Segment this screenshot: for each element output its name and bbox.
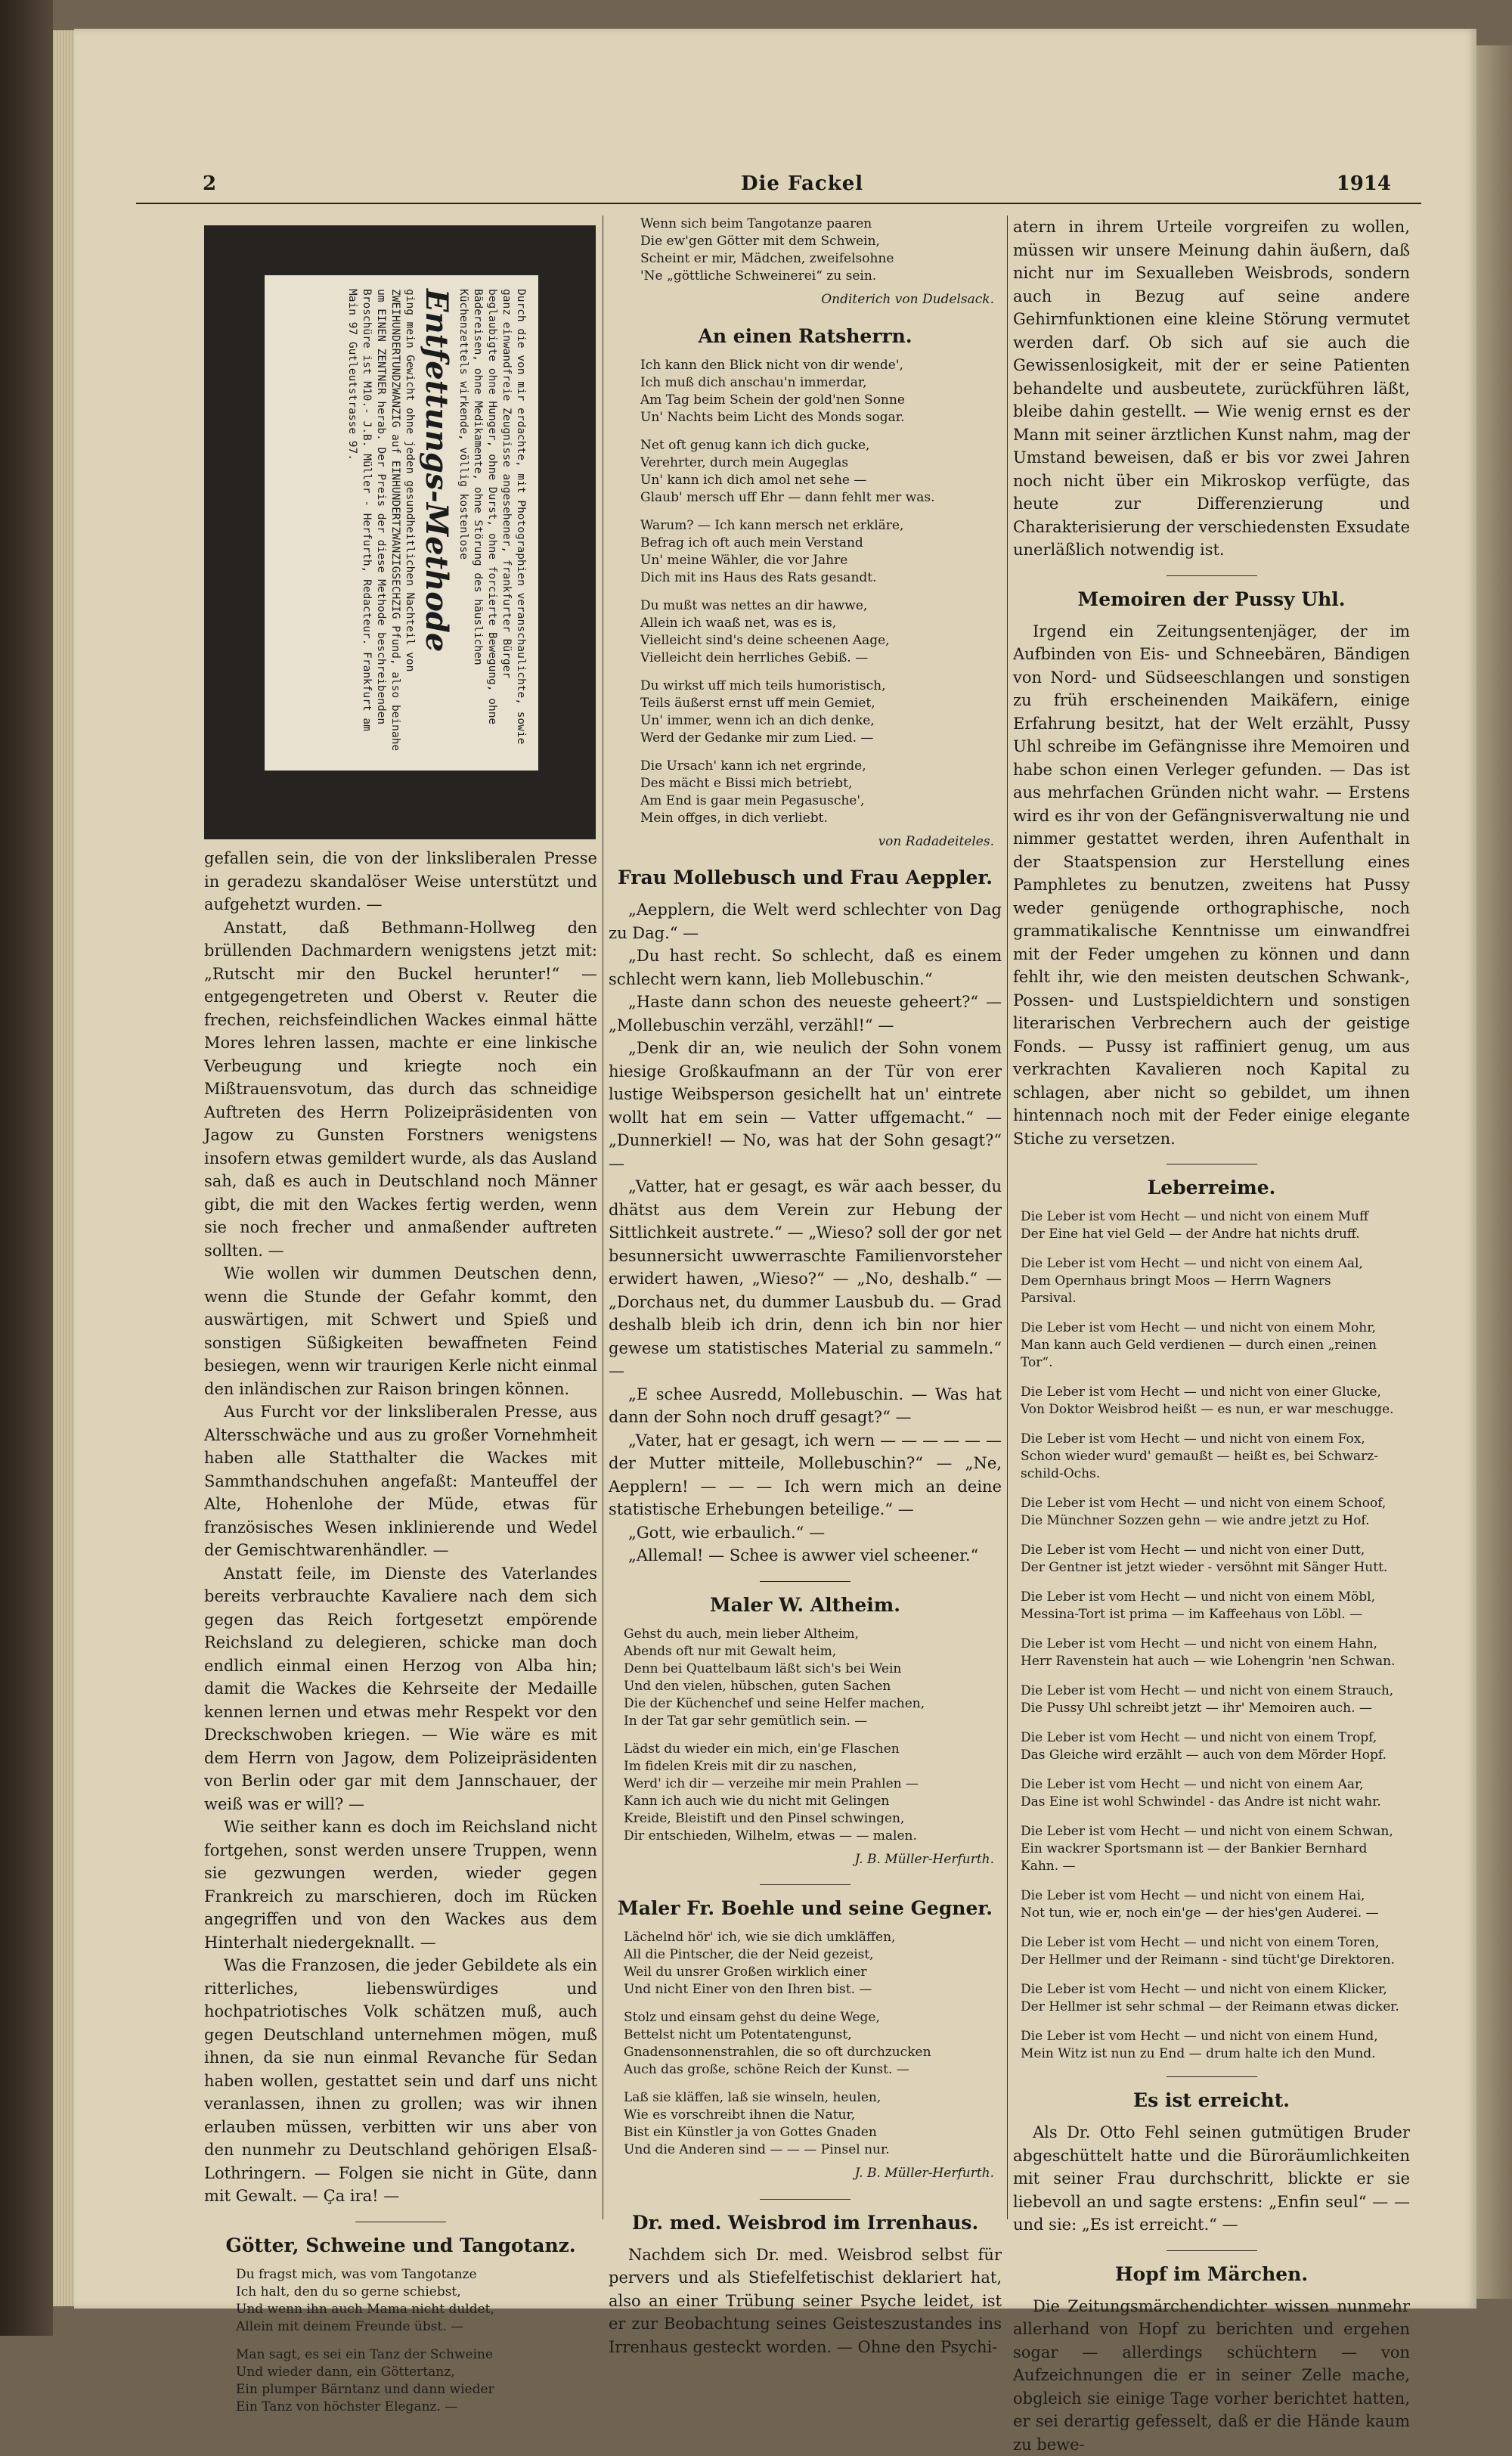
paragraph: Als Dr. Otto Fehl seinen gutmütigen Bruder abgeschüttelt hatte und die Büroräumlichkeiten mit seiner Frau durchschritt, blickte er sie liebevoll an und sagte erstens: „Enfin seul“ — — und sie: „Es ist erreicht.“ —	[1013, 2121, 1410, 2237]
section-divider	[760, 1581, 850, 1582]
rhyme-couplet: Die Leber ist vom Hecht — und nicht von einem Möbl, Messina-Tort ist prima — im Kaffeehaus von Löbl. —	[1021, 1589, 1410, 1623]
article-heading: Memoiren der Pussy Uhl.	[1013, 587, 1410, 612]
rhyme-couplet: Die Leber ist vom Hecht — und nicht von einem Hund, Mein Witz ist nun zu End — drum halte ich den Mund.	[1021, 2028, 1410, 2063]
poem-signature: J. B. Müller-Herfurth.	[609, 2162, 994, 2185]
rhyme-couplet: Die Leber ist vom Hecht — und nicht von einem Hai, Not tun, wie er, noch ein'ge — der hies'gen Auderei. —	[1021, 1887, 1410, 1922]
rhyme-couplet: Die Leber ist vom Hecht — und nicht von einem Fox, Schon wieder wurd' gemaußt — heißt es, bei Schwarz- schild-Ochs.	[1021, 1431, 1410, 1483]
paragraph: Wie wollen wir dummen Deutschen denn, wenn die Stunde der Gefahr kommt, den auswärtigen, mit Schwert und Spieß und sonstigen Süßigkeiten bewaffneten Feind besiegen, wenn wir traurigen Kerle nicht einmal den inländischen zur Raison bringen können.	[204, 1262, 597, 1400]
rhyme-couplet: Die Leber ist vom Hecht — und nicht von einem Schwan, Ein wackrer Sportsmann ist — der Bankier Bernhard Kahn. —	[1021, 1823, 1410, 1875]
dialog-line: „Haste dann schon des neueste geheert?“ — „Mollebuschin verzähl, verzähl!“ —	[609, 991, 1002, 1037]
advertisement-paper	[265, 275, 538, 771]
masthead-title: Die Fackel	[741, 172, 863, 195]
paragraph: atern in ihrem Urteile vorgreifen zu wollen, müssen wir unsere Meinung dahin äußern, daß nicht nur im Sexualleben Weisbrods, sondern auch in Bezug auf seine andere Gehirnfunktionen eine kleine Störung vermutet werden darf. Ob sich auf sie auch die Gewissenlosigkeit, mit der er seine Patienten behandelte und ausbeutete, zurückführen läßt, bleibe dahin gestellt. — Wie wenig ernst es der Mann mit seiner ärztlichen Kunst nahm, mag der Umstand beweisen, daß er bis vor zwei Jahren noch nicht über ein Mikroskop verfügte, das heute zur Differenzierung und Charakterisierung der verschiedensten Exsudate unerläßlich notwendig ist.	[1013, 216, 1410, 562]
dialog-line: „Vatter, hat er gesagt, es wär aach besser, du dhätst aus dem Verein zur Hebung der Sittlichkeit austrete.“ — „Wieso? soll der gor net besunnersicht uwwerraschte Familienvorsteher erwidert hawen, „Wieso?“ — „No, deshalb.“ — „Dorchaus net, du dummer Lausbub du. — Grad deshalb bleib ich drin, denn ich bin nor hier gewese um statistisches Material zu sammeln.“ —	[609, 1175, 1002, 1383]
article-heading: Frau Mollebusch und Frau Aeppler.	[609, 865, 1002, 891]
rhyme-couplet: Die Leber ist vom Hecht — und nicht von einem Aal, Dem Opernhaus bringt Moos — Herrn Wagners Parsival.	[1021, 1255, 1410, 1307]
rhyme-couplet: Die Leber ist vom Hecht — und nicht von einem Strauch, Die Pussy Uhl schreibt jetzt — ihr' Memoiren auch. —	[1021, 1682, 1410, 1717]
article-heading: Leberreime.	[1013, 1175, 1410, 1201]
ad-intro: Durch die von mir erdachte, mit Photographien veranschaulichte, sowie ganz einwandfreie Zeugnisse angesehener, frankfurter Bürger beglaubigte ohne Hunger, ohne Durst, ohne forcierte Bewegung, ohne Bädereisen, ohne Medikamente, ohne Störung des häuslichen Küchenzettels wirkende, völlig kostenlose	[456, 289, 528, 757]
paragraph: Anstatt, daß Bethmann-Hollweg den brüllenden Dachmardern wenigstens jetzt mit: „Rutscht mir den Buckel herunter!“ — entgegengetreten und Oberst v. Reuter die frechen, reichsfeindlichen Wackes einmal hätte Mores lehren lassen, machte er eine linkische Verbeugung und kriegte noch ein Mißtrauensvotum, das durch das schneidige Auftreten des Herrn Polizeipräsidenten von Jagow zu Gunsten Forstners wenigstens insofern etwas gemildert wurde, als das Ausland sah, daß es auch in Deutschland noch Männer gibt, die mit den Wackes fertig werden, wenn sie noch frecher und anmaßender auftreten sollten. —	[204, 916, 597, 1263]
header-year: 1914	[1337, 172, 1391, 195]
paragraph: Aus Furcht vor der linksliberalen Presse, aus Altersschwäche und aus zu großer Vornehmheit haben alle Statthalter die Wackes mit Sammthandschuhen angefaßt: Manteuffel der Alte, Hohenlohe der Müde, etwas für französisches Wesen inklinierende und Wedel der Gemischtwarenhändler. —	[204, 1400, 597, 1562]
rhyme-couplet: Die Leber ist vom Hecht — und nicht von einem Klicker, Der Hellmer ist sehr schmal — der Reimann etwas dicker.	[1021, 1981, 1410, 2016]
column-1	[204, 847, 597, 2223]
rhyme-couplet: Die Leber ist vom Hecht — und nicht von einem Aar, Das Eine ist wohl Schwindel - das Andre ist nicht wahr.	[1021, 1776, 1410, 1811]
dialog-line: „Du hast recht. So schlecht, daß es einem schlecht wern kann, lieb Mollebuschin.“	[609, 944, 1002, 991]
advertisement-box	[204, 225, 596, 839]
section-divider	[1167, 2250, 1257, 2251]
paragraph: Was die Franzosen, die jeder Gebildete als ein ritterliches, liebenswürdiges und hochpatriotisches Volk schätzen muß, auch gegen Deutschland unternehmen mögen, muß ihnen, da sie nun einmal Revanche für Sedan haben wollen, gestattet sein und darf uns nicht veranlassen, ihnen zu grollen; was wir ihnen erlauben müssen, verbitten wir uns aber von den nunmehr zu Deutschland gehörigen Elsaß-Lothringern. — Folgen sie nicht in Güte, dann mit Gewalt. — Ça ira! —	[204, 1954, 597, 2208]
poem-stanza: Wenn sich beim Tangotanze paaren Die ew'gen Götter mit dem Schwein, Scheint er mir, Mädchen, zweifelsohne 'Ne „göttliche Schweinerei“ zu sein.	[640, 216, 1002, 285]
book-spine	[0, 0, 53, 2336]
poem-stanza: Laß sie kläffen, laß sie winseln, heulen, Wie es vorschreibt ihnen die Natur, Bist ein Künstler ja von Gottes Gnaden Und die Anderen sind — — — Pinsel nur.	[624, 2089, 1002, 2159]
dialog-line: „Denk dir an, wie neulich der Sohn vonem hiesige Großkaufmann an der Tür von erer lustige Weibsperson gesichellt hat un' eintrete wollt hat em sein — Vatter uffgemacht.“ — „Dunnerkiel! — No, was hat der Sohn gesagt?“ —	[609, 1037, 1002, 1175]
rhyme-couplet: Die Leber ist vom Hecht — und nicht von einem Mohr, Man kann auch Geld verdienen — durch einen „reinen Tor“.	[1021, 1319, 1410, 1372]
poem-stanza: Gehst du auch, mein lieber Altheim, Abends oft nur mit Gewalt heim, Denn bei Quattelbaum läßt sich's bei Wein Und den vielen, hübschen, guten Sachen Die der Küchenchef und seine Helfer machen, In der Tat gar sehr gemütlich sein. —	[624, 1626, 1002, 1730]
ad-body: ging mein Gewicht ohne jeden gesundheitlichen Nachteil von ZWEIHUNDERTUNDZWANZIG auf EINHUNDERTZWANZIGSECHZIG Pfund, also beinahe um EINEN ZENTNER herab. Der Preis der diese Methode beschreibenden Broschüre ist M10.- J.B. Müller - Herfurth, Redacteur. Frankfurt am Main 97 Gutleutstrasse 97.	[345, 289, 417, 757]
article-heading: An einen Ratsherrn.	[609, 324, 1002, 349]
dialog-line: „E schee Ausredd, Mollebuschin. — Was hat dann der Sohn noch druff gesagt?“ —	[609, 1383, 1002, 1429]
article-heading: Es ist erreicht.	[1013, 2088, 1410, 2113]
poem-stanza: Stolz und einsam gehst du deine Wege, Bettelst nicht um Potentatengunst, Gnadensonnenstrahlen, die so oft durchzucken Auch das große, schöne Reich der Kunst. —	[624, 2009, 1002, 2079]
rhyme-couplet: Die Leber ist vom Hecht — und nicht von einer Dutt, Der Gentner ist jetzt wieder - versöhnt mit Sänger Hutt.	[1021, 1542, 1410, 1577]
poem-signature: J. B. Müller-Herfurth.	[609, 1848, 994, 1871]
dialog-line: „Aepplern, die Welt werd schlechter von Dag zu Dag.“ —	[609, 898, 1002, 944]
paragraph: gefallen sein, die von der linksliberalen Presse in geradezu skandalöser Weise unterstützt und aufgehetzt wurden. —	[204, 847, 597, 916]
page-number: 2	[203, 172, 216, 195]
poem-stanza: Man sagt, es sei ein Tanz der Schweine Und wieder dann, ein Göttertanz, Ein plumper Bärntanz und dann wieder Ein Tanz von höchster Eleganz. —	[236, 2346, 597, 2416]
poem-stanza: Die Ursach' kann ich net ergrinde, Des mächt e Bissi mich betriebt, Am End is gaar mein Pegasusche', Mein offges, in dich verliebt.	[640, 758, 1002, 827]
page-edges	[53, 30, 76, 2306]
poem-stanza: Warum? — Ich kann mersch net erkläre, Befrag ich oft auch mein Verstand Un' meine Wähler, die vor Jahre Dich mit ins Haus des Rats gesandt.	[640, 517, 1002, 587]
poem-stanza: Ich kann den Blick nicht von dir wende', Ich muß dich anschau'n immerdar, Am Tag beim Schein der gold'nen Sonne Un' Nachts beim Licht des Monds sogar.	[640, 357, 1002, 426]
article-heading: Maler W. Altheim.	[609, 1592, 1002, 1618]
poem-signature: von Radadeiteles.	[609, 830, 994, 854]
poem-stanza: Du mußt was nettes an dir hawwe, Allein ich waaß net, was es is, Vielleicht sind's deine scheenen Aage, Vielleicht dein herrliches Gebiß. —	[640, 597, 1002, 667]
column-rule	[1007, 216, 1008, 2219]
poem-stanza: Lädst du wieder ein mich, ein'ge Flaschen Im fidelen Kreis mit dir zu naschen, Werd' ich dir — verzeihe mir mein Prahlen — Kann ich auch wie du nicht mit Gelingen Kreide, Bleistift und den Pinsel schwingen, Dir entschieden, Wilhelm, etwas — — malen.	[624, 1741, 1002, 1845]
rhyme-couplet: Die Leber ist vom Hecht — und nicht von einem Tropf, Das Gleiche wird erzählt — auch von dem Mörder Hopf.	[1021, 1729, 1410, 1764]
section-divider	[760, 1884, 850, 1885]
dialog-article	[609, 898, 1002, 1568]
rhyme-couplet: Die Leber ist vom Hecht — und nicht von einem Toren, Der Hellmer und der Reimann - sind tücht'ge Direktoren.	[1021, 1934, 1410, 1969]
rhyme-couplet: Die Leber ist vom Hecht — und nicht von einem Hahn, Herr Ravenstein hat auch — wie Lohengrin 'nen Schwan.	[1021, 1636, 1410, 1670]
facing-page-edge	[1476, 45, 1512, 2299]
page-header	[136, 168, 1421, 204]
poem-stanza: Lächelnd hör' ich, wie sie dich umkläffen, All die Pintscher, die der Neid gezeist, Weil du unsrer Großen wirklich einer Und nicht Einer von den Ihren bist. —	[624, 1929, 1002, 1999]
rhyme-couplet: Die Leber ist vom Hecht — und nicht von einem Schoof, Die Münchner Sozzen gehn — wie andre jetzt zu Hof.	[1021, 1495, 1410, 1530]
section-divider	[760, 2199, 850, 2200]
section-divider	[1167, 2076, 1257, 2077]
article-heading: Maler Fr. Boehle und seine Gegner.	[609, 1896, 1002, 1921]
poem-stanza: Net oft genug kann ich dich gucke, Verehrter, durch mein Augeglas Un' kann ich dich amol net sehe — Glaub' mersch uff Ehr — dann fehlt mer was.	[640, 437, 1002, 507]
dialog-line: „Allemal! — Schee is awwer viel scheener.“	[609, 1544, 1002, 1568]
paragraph: Wie seither kann es doch im Reichsland nicht fortgehen, sonst werden unsere Truppen, wenn sie gezwungen werden, wieder gegen Frankreich zu marschieren, doch im Rücken angegriffen und von den Wackes aus dem Hinterhalt niedergeknallt. —	[204, 1816, 597, 1954]
article-heading: Dr. med. Weisbrod im Irrenhaus.	[609, 2210, 1002, 2236]
paragraph: Nachdem sich Dr. med. Weisbrod selbst für pervers und als Stiefelfetischist deklariert hat, also an einer Trübung seiner Psyche leidet, ist er zur Beobachtung seines Geisteszustandes ins Irrenhaus gesteckt worden. — Ohne den Psychi-	[609, 2244, 1002, 2359]
column-3	[1013, 216, 1410, 2219]
paragraph: Die Zeitungsmärchendichter wissen nunmehr allerhand von Hopf zu berichten und ergehen sogar — allerdings schüchtern — von Aufzeichnungen die er in seiner Zelle mache, obgleich sie einige Tage vorher berichtet hatten, er sei derartig gefesselt, daß er die Hände kaum zu bewe-	[1013, 2295, 1410, 2456]
poem-stanza: Du wirkst uff mich teils humoristisch, Teils äußerst ernst uff mein Gemiet, Un' immer, wenn ich an dich denke, Werd der Gedanke mir zum Lied. —	[640, 678, 1002, 747]
column-2	[609, 216, 1002, 2219]
dialog-line: „Vater, hat er gesagt, ich wern — — — — — — der Mutter mitteile, Mollebuschin?“ — „Ne, Aepplern! — — — Ich wern mich an deine statistische Erhebungen beteilige.“ —	[609, 1429, 1002, 1521]
advertisement-text	[265, 275, 538, 771]
poem-stanza: Du fragst mich, was vom Tangotanze Ich halt, den du so gerne schiebst, Und wenn ihn auch Mama nicht duldet, Allein mit deinem Freunde übst. —	[236, 2266, 597, 2336]
rhyme-couplet: Die Leber ist vom Hecht — und nicht von einem Muff Der Eine hat viel Geld — der Andre hat nichts druff.	[1021, 1208, 1410, 1243]
ad-title: Entfettungs-Methode	[418, 289, 454, 757]
poem-signature: Onditerich von Dudelsack.	[609, 288, 994, 312]
paragraph: Anstatt feile, im Dienste des Vaterlandes bereits verbrauchte Kavaliere nach dem sich gegen das Reich fortgesetzt empörende Reichsland zu delegieren, schicke man doch endlich einmal einen Herzog von Alba hin; damit die Wackes die Kehrseite der Medaille kennen lernen und etwas mehr Respekt vor den Dreckschwoben kriegen. — Wie wäre es mit dem Herrn von Jagow, dem Polizeipräsidenten von Berlin oder gar mit dem Jannschauer, der weiß was er will? —	[204, 1562, 597, 1816]
paragraph: Irgend ein Zeitungsentenjäger, der im Aufbinden von Eis- und Schneebären, Bändigen von Nord- und Südseeschlangen und sonstigen zu früh erscheinenden Maikäfern, einige Erfahrung besitzt, hat der Welt erzählt, Pussy Uhl schreibe im Gefängnisse ihre Memoiren und habe schon einen Verleger gefunden. — Das ist aus mehrfachen Gründen nicht wahr. — Erstens wird es ihr von der Gefängnisverwaltung nie und nimmer gestattet werden, ihren Aufenthalt in der Staatspension zur Herstellung eines Pamphletes zu benutzen, zweitens hat Pussy weder genügende orthographische, noch grammatikalische Kenntnisse um einwandfrei mit der Feder umgehen zu können und dann fehlt ihr, wie den meisten deutschen Schwank-, Possen- und Lustspieldichtern und sonstigen literarischen Verbrechern auch der geistige Fonds. — Pussy ist raffiniert genug, um aus verkrachten Kavalieren noch Kapital zu schlagen, aber nicht so gebildet, um ihnen hintennach noch mit der Feder einige elegante Stiche zu versetzen.	[1013, 620, 1410, 1151]
article-heading: Götter, Schweine und Tangotanz.	[204, 2233, 597, 2259]
dialog-line: „Gott, wie erbaulich.“ —	[609, 1521, 1002, 1545]
section-divider	[1167, 575, 1257, 576]
rhyme-couplet: Die Leber ist vom Hecht — und nicht von einer Glucke, Von Doktor Weisbrod heißt — es nun, er war meschugge.	[1021, 1384, 1410, 1419]
article-heading: Hopf im Märchen.	[1013, 2262, 1410, 2287]
